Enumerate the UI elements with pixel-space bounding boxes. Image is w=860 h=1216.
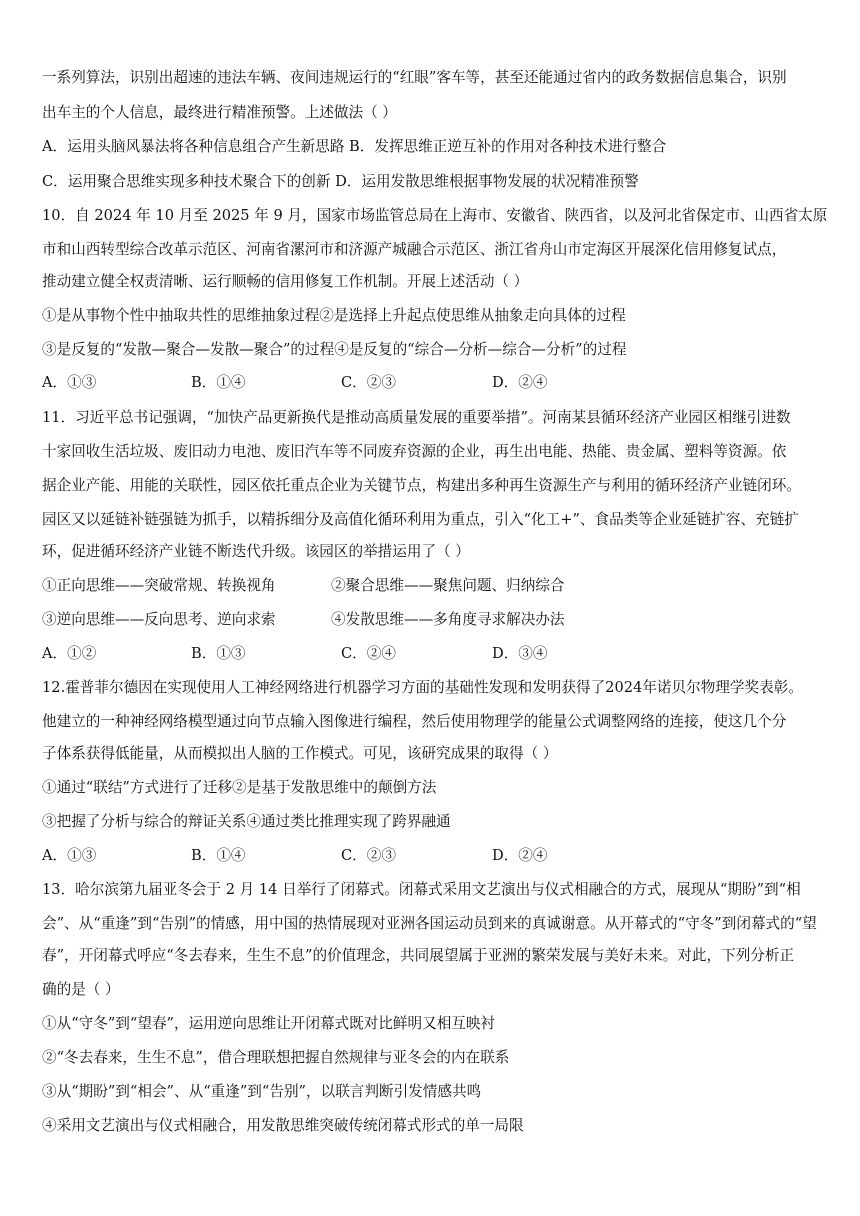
q11-statements-row-2	[42, 610, 832, 630]
q10-stem-line-3: 推动建立健全权责清晰、运行顺畅的信用修复工作机制。开展上述活动（ ）	[42, 273, 529, 290]
q12-choices	[42, 846, 832, 866]
q13-statement-4: ④采用文艺演出与仪式相融合，用发散思维突破传统闭幕式形式的单一局限	[42, 1117, 524, 1134]
q11-statements-row-1	[42, 576, 832, 596]
q10-choices	[42, 373, 832, 393]
q9-option-line-2: C．运用聚合思维实现多种技术聚合下的创新 D．运用发散思维根据事物发展的状况精准预警	[42, 173, 639, 190]
q13-stem-line-1: 13．哈尔滨第九届亚冬会于 2 月 14 日举行了闭幕式。闭幕式采用文艺演出与仪式相融合的方式，展现从“期盼”到“相	[42, 881, 801, 898]
q10-choice-a: A．①③	[42, 374, 97, 391]
q10-choice-c: C．②③	[341, 374, 396, 391]
q10-statement-2: ③是反复的“发散—聚合—发散—聚合”的过程④是反复的“综合—分析—综合—分析”的过程	[42, 341, 627, 358]
q12-choice-a: A．①③	[42, 847, 97, 864]
q13-stem-line-3: 春”，开闭幕式呼应“冬去春来，生生不息”的价值理念，共同展望属于亚洲的繁荣发展与美好未来。对此，下列分析正	[42, 947, 795, 964]
q11-statement-4: ④发散思维——多角度寻求解决办法	[331, 611, 565, 628]
q11-stem-line-4: 园区又以延链补链强链为抓手，以精拆细分及高值化循环利用为重点，引入“化工+”、食品类等企业延链扩容、充链扩	[42, 511, 799, 528]
q10-choice-d: D．②④	[492, 374, 548, 391]
q12-choice-b: B．①④	[191, 847, 246, 864]
q10-stem-line-2: 市和山西转型综合改革示范区、河南省漯河市和济源产城融合示范区、浙江省舟山市定海区开展深化信用修复试点，	[42, 241, 787, 258]
q13-statement-2: ②“冬去春来，生生不息”，借合理联想把握自然规律与亚冬会的内在联系	[42, 1049, 510, 1066]
q12-choice-c: C．②③	[341, 847, 396, 864]
q11-choice-c: C．②④	[341, 645, 396, 662]
q11-stem-line-1: 11．习近平总书记强调，“加快产品更新换代是推动高质量发展的重要举措”。河南某县循环经济产业园区相继引进数	[42, 409, 791, 426]
q11-statement-3: ③逆向思维——反向思考、逆向求索	[42, 611, 276, 628]
q12-stem-line-3: 子体系获得低能量，从而模拟出人脑的工作模式。可见，该研究成果的取得（ ）	[42, 745, 558, 762]
q11-stem-line-5: 环，促进循环经济产业链不断迭代升级。该园区的举措运用了（ ）	[42, 543, 470, 560]
q9-stem-line-2: 出车主的个人信息，最终进行精准预警。上述做法（ ）	[42, 104, 397, 121]
q13-statement-3: ③从“期盼”到“相会”、从“重逢”到“告别”，以联言判断引发情感共鸣	[42, 1083, 482, 1100]
q12-statement-1: ①通过“联结”方式进行了迁移②是基于发散思维中的颠倒方法	[42, 779, 437, 796]
q13-stem-line-4: 确的是（ ）	[42, 981, 120, 998]
q9-stem-line-1: 一系列算法，识别出超速的违法车辆、夜间违规运行的“红眼”客车等，甚至还能通过省内的政务数据信息集合，识别	[42, 69, 787, 86]
q9-option-line-1: A．运用头脑风暴法将各种信息组合产生新思路 B．发挥思维正逆互补的作用对各种技术进行整合	[42, 138, 667, 155]
q11-stem-line-2: 十家回收生活垃圾、废旧动力电池、废旧汽车等不同废弃资源的企业，再生出电能、热能、贵金属、塑料等资源。依	[42, 443, 787, 460]
q11-statement-2: ②聚合思维——聚焦问题、归纳综合	[331, 577, 565, 594]
q12-statement-2: ③把握了分析与综合的辩证关系④通过类比推理实现了跨界融通	[42, 813, 451, 830]
q11-stem-line-3: 据企业产能、用能的关联性，园区依托重点企业为关键节点，构建出多种再生资源生产与利用的循环经济产业链闭环。	[42, 477, 801, 494]
q11-choice-d: D．③④	[492, 645, 548, 662]
q13-stem-line-2: 会”、从“重逢”到“告别”的情感，用中国的热情展现对亚洲各国运动员到来的真诚谢意。从开幕式的“守冬”到闭幕式的“望	[42, 915, 817, 932]
q10-stem-line-1: 10．自 2024 年 10 月至 2025 年 9 月，国家市场监管总局在上海市、安徽省、陕西省，以及河北省保定市、山西省太原	[42, 207, 828, 224]
q13-statement-1: ①从“守冬”到“望春”，运用逆向思维让开闭幕式既对比鲜明又相互映衬	[42, 1015, 496, 1032]
q12-stem-line-2: 他建立的一种神经网络模型通过向节点输入图像进行编程，然后使用物理学的能量公式调整网络的连接，使这几个分	[42, 713, 787, 730]
q12-choice-d: D．②④	[492, 847, 548, 864]
q11-choice-b: B．①③	[191, 645, 246, 662]
q11-statement-1: ①正向思维——突破常规、转换视角	[42, 577, 276, 594]
q12-stem-line-1: 12.霍普菲尔德因在实现使用人工神经网络进行机器学习方面的基础性发现和发明获得了2024年诺贝尔物理学奖表彰。	[42, 679, 803, 696]
q11-choice-a: A．①②	[42, 645, 97, 662]
q10-choice-b: B．①④	[191, 374, 246, 391]
q11-choices	[42, 644, 832, 664]
q10-statement-1: ①是从事物个性中抽取共性的思维抽象过程②是选择上升起点使思维从抽象走向具体的过程	[42, 307, 626, 324]
